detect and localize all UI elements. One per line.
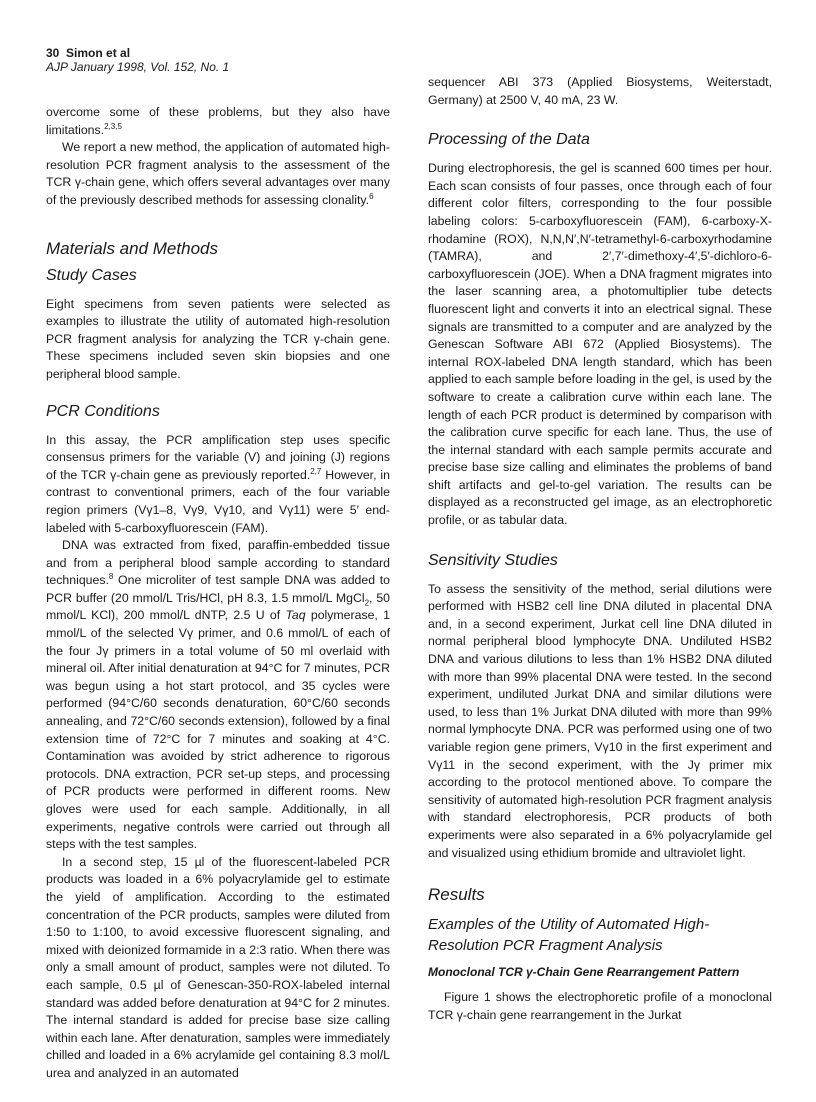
subsection-heading: Study Cases	[46, 266, 137, 284]
subsubsection-heading: Monoclonal TCR γ-Chain Gene Rearrangement Pattern	[428, 965, 740, 980]
paragraph: Figure 1 shows the electrophoretic profile of a monoclonal TCR γ-chain gene rearrangement in the Jurkat	[428, 990, 772, 1022]
subsection-heading: Sensitivity Studies	[428, 551, 558, 569]
paragraph: During electrophoresis, the gel is scanned 600 times per hour. Each scan consists of four passes, once through each of four different color filters, corresponding to the four possible labeling colors: 5-carboxyfluorescein (FAM), 6-carboxy-X-rhodamine (ROX), N,N,N′,N′-tetramethyl-6-carboxyrhodamine (TAMRA), and 2′,7′-dimethoxy-4′,5′-dichloro-6-carboxyfluorescein (JOE). When a DNA fragment migrates into the laser scanning area, a photomultiplier tube detects fluorescent light and converts it into an electrical signal. These signals are transmitted to a computer and are analyzed by the Genescan Software ABI 672 (Applied Biosystems). The internal ROX-labeled DNA length standard, which has been applied to each sample before loading in the gel, is used by the software to create a calibration curve within each lane. The length of each PCR product is determined by comparison with the calibration curve specific for each lane. Thus, the use of the internal standard with each sample permits accurate and precise base size calling and eliminates the problems of band shift artifacts and gel-to-gel variation. The results can be displayed as a reconstructed gel image, as an electrophoretic profile, or as tabular data.	[428, 161, 772, 528]
section-heading: Results	[428, 885, 485, 905]
paragraph: In this assay, the PCR amplification step uses specific consensus primers for the variable (V) and joining (J) regions of the TCR γ-chain gene as previously reported.$^{2,7}$ However, in contrast to conventional primers, each of the four variable region primers (Vγ1–8, Vγ9, Vγ10, and Vγ11) were 5′ end-labeled with 5-carboxyfluorescein (FAM).	[46, 432, 390, 535]
paragraph: overcome some of these problems, but they also have limitations.$^{2,3,5}$	[46, 105, 390, 137]
journal-citation: AJP January 1998, Vol. 152, No. 1	[46, 60, 230, 74]
page-header	[46, 46, 229, 74]
subsection-heading: Examples of the Utility of Automated High-Resolution PCR Fragment Analysis	[428, 916, 710, 955]
paragraph: DNA was extracted from fixed, paraffin-embedded tissue and from a peripheral blood sample according to standard techniques.$^8$ One microliter of test sample DNA was added to PCR buffer (20 mmol/L Tris/HCl, pH 8.3, 1.5 mmol/L MgCl$_2$, 50 mmol/L KCl), 200 mmol/L dNTP, 2.5 U of Taq polymerase, 1 mmol/L of the selected Vγ primer, and 0.6 mmol/L of each of the four Jγ primers in a total volume of 50 ml overlaid with mineral oil. After initial denaturation at 94°C for 7 minutes, PCR was begun using a hot start protocol, and 35 cycles were performed (94°C/60 seconds denaturation, 60°C/60 seconds annealing, and 72°C/60 seconds extension), followed by a final extension time of 72°C for 7 minutes and soaking at 4°C. Contamination was avoided by strict adherence to rigorous protocols. DNA extraction, PCR set-up steps, and processing of PCR products were performed in different rooms. New gloves were used for each sample. Additionally, in all experiments, negative controls were carried out through all steps with the test samples.	[46, 538, 391, 852]
page-number: 30	[46, 46, 60, 60]
paragraph: Eight specimens from seven patients were selected as examples to illustrate the utility of automated high-resolution PCR fragment analysis for analyzing the TCR γ-chain gene. These specimens included seven skin biopsies and one peripheral blood sample.	[46, 296, 390, 381]
paragraph: To assess the sensitivity of the method, serial dilutions were performed with HSB2 cell line DNA diluted in placental DNA and, in a second experiment, Jurkat cell line DNA diluted in normal peripheral blood lymphocyte DNA. Undiluted HSB2 DNA and various dilutions to less than 1% HSB2 DNA diluted with more than 99% placental DNA were tested. In the second experiment, undiluted Jurkat DNA and similar dilutions were used, to less than 1% Jurkat DNA diluted with more than 99% normal lymphocyte DNA. PCR was performed using one of two variable region gene primers, Vγ10 in the first experiment and Vγ11 in the second experiment, with the Jγ primer mix according to the protocol mentioned above. To compare the sensitivity of automated high-resolution PCR fragment analysis with standard electrophoresis, PCR products of both experiments were also separated in a 6% polyacrylamide gel and visualized using ethidium bromide and ultraviolet light.	[428, 581, 772, 860]
paragraph: sequencer ABI 373 (Applied Biosystems, Weiterstadt, Germany) at 2500 V, 40 mA, 23 W.	[428, 75, 772, 107]
left-column	[46, 104, 390, 1083]
subsection-heading: Processing of the Data	[428, 131, 590, 149]
section-heading: Materials and Methods	[46, 238, 218, 258]
running-authors: Simon et al	[66, 46, 131, 60]
subsection-heading: PCR Conditions	[46, 402, 160, 420]
right-column	[428, 74, 772, 1024]
paragraph: In a second step, 15 µl of the fluorescent-labeled PCR products was loaded in a 6% polyacrylamide gel to estimate the yield of amplification. According to the estimated concentration of the PCR products, samples were diluted from 1:50 to 1:100, to avoid excessive fluorescent signaling, and mixed with deionized formamide in a 2:3 ratio. When there was only a small amount of product, samples were not diluted. To each sample, 0.5 µl of Genescan-350-ROX-labeled internal standard was added before denaturation at 94°C for 2 minutes. The internal standard is added for precise base size calling within each lane. After denaturation, samples were immediately chilled and loaded in a 6% acrylamide gel containing 8.3 mol/L urea and analyzed in an automated	[46, 854, 390, 1080]
paragraph: We report a new method, the application of automated high-resolution PCR fragment analysis to the assessment of the TCR γ-chain gene, which offers several advantages over many of the previously described methods for assessing clonality.$^6$	[46, 140, 390, 207]
